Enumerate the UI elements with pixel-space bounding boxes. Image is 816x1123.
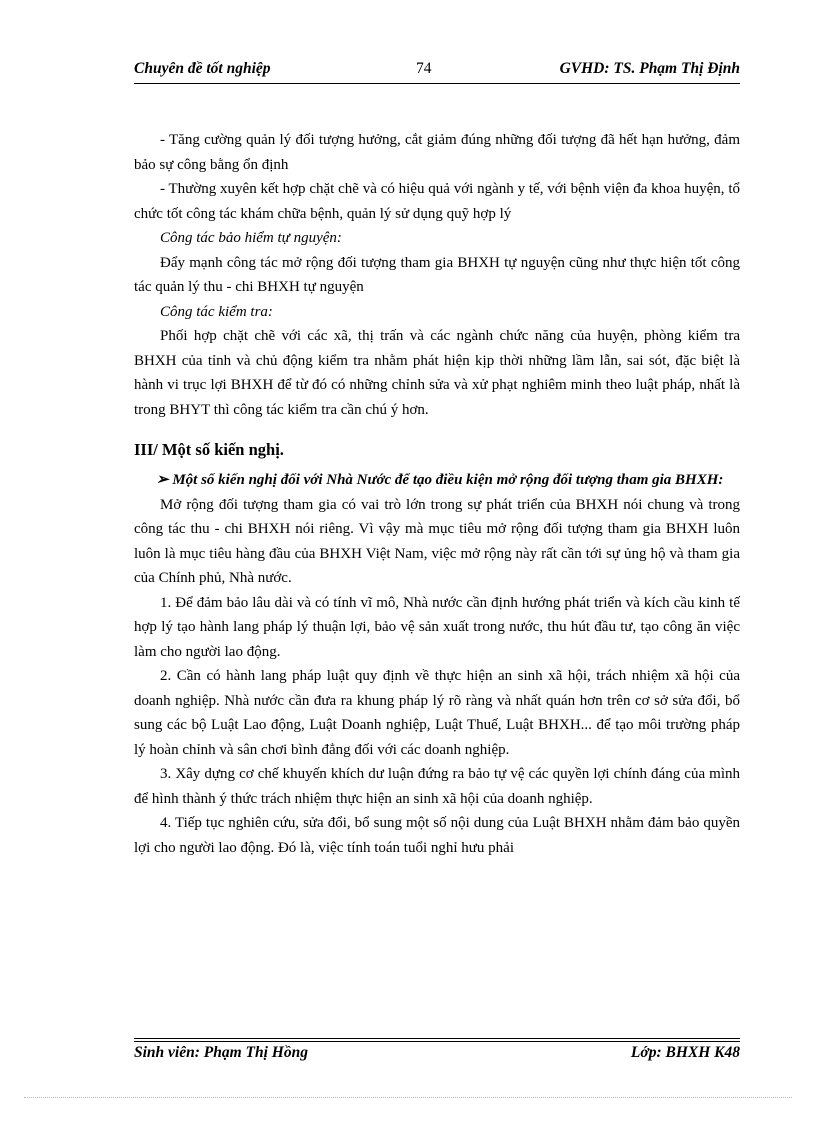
paragraph-inspection: Phối hợp chặt chẽ với các xã, thị trấn và các ngành chức năng của huyện, phòng kiểm tra BHXH của tỉnh và chủ động kiểm tra nhằm phát hiện kịp thời những lầm lẫn, sai sót, đặc biệt là hành vi trục lợi BHXH để từ đó có những chỉnh sửa và xử phạt nghiêm minh theo luật pháp, nhất là trong BHYT thì công tác kiểm tra cần chú ý hơn. (134, 328, 740, 418)
heading-inspection: Công tác kiểm tra: (160, 303, 273, 320)
header-supervisor: GVHD: TS. Phạm Thị Định (559, 60, 740, 77)
footer-rule-bottom (134, 1041, 740, 1042)
page-footer (134, 1044, 740, 1066)
footer-class: Lớp: BHXH K48 (630, 1044, 740, 1061)
paragraph-bullet-2: - Thường xuyên kết hợp chặt chẽ và có hiệu quả với ngành y tế, với bệnh viện đa khoa huyện, tổ chức tốt công tác khám chữa bệnh, quản lý sử dụng quỹ hợp lý (134, 181, 740, 222)
header-thesis-title: Chuyên đề tốt nghiệp (134, 60, 271, 77)
section-title: III/ Một số kiến nghị. (134, 440, 284, 459)
arrow-bullet-icon: ➢ (156, 472, 169, 488)
page-body (134, 128, 740, 860)
list-item-2: 2. Cần có hành lang pháp luật quy định về thực hiện an sinh xã hội, trách nhiệm xã hội của doanh nghiệp. Nhà nước cần đưa ra khung pháp lý rõ ràng và nhất quán hơn trên cơ sở sửa đổi, bổ sung các bộ Luật Lao động, Luật Doanh nghiệp, Luật Thuế, Luật BHXH... để tạo môi trường pháp lý hoàn chỉnh và sân chơi bình đẳng đối với các doanh nghiệp. (134, 668, 740, 758)
paragraph-voluntary: Đẩy mạnh công tác mở rộng đối tượng tham gia BHXH tự nguyện cũng như thực hiện tốt công tác quản lý thu - chi BHXH tự nguyện (134, 254, 740, 295)
page-number: 74 (416, 60, 432, 77)
sub-heading-text: Một số kiến nghị đối với Nhà Nước để tạo điều kiện mở rộng đối tượng tham gia BHXH: (172, 472, 724, 488)
heading-voluntary-insurance: Công tác bảo hiểm tự nguyện: (160, 230, 342, 246)
sub-heading (134, 468, 740, 493)
header-rule (134, 83, 740, 84)
list-item-1: 1. Để đảm bảo lâu dài và có tính vĩ mô, Nhà nước cần định hướng phát triển và kích cầu kinh tế hợp lý tạo hành lang pháp lý thuận lợi, bảo vệ sản xuất trong nước, thu hút đầu tư, tạo công ăn việc làm cho người lao động. (134, 594, 740, 660)
paragraph-bullet-1: - Tăng cường quản lý đối tượng hưởng, cắt giảm đúng những đối tượng đã hết hạn hưởng, đảm bảo sự công bằng ổn định (134, 132, 740, 173)
list-item-3: 3. Xây dựng cơ chế khuyến khích dư luận đứng ra bảo tự vệ các quyền lợi chính đáng của mình để hình thành ý thức trách nhiệm thực hiện an sinh xã hội của doanh nghiệp. (134, 766, 740, 807)
page-header (134, 60, 740, 82)
footer-student: Sinh viên: Phạm Thị Hồng (134, 1044, 308, 1061)
footer-rule-top (134, 1038, 740, 1039)
paragraph-intro: Mở rộng đối tượng tham gia có vai trò lớn trong sự phát triển của BHXH nói chung và trong công tác thu - chi BHXH nói riêng. Vì vậy mà mục tiêu mở rộng đối tượng tham gia BHXH luôn luôn là mục tiêu hàng đầu của BHXH Việt Nam, việc mở rộng này rất cần tới sự ủng hộ và tham gia của Chính phủ, Nhà nước. (134, 496, 740, 586)
list-item-4: 4. Tiếp tục nghiên cứu, sửa đổi, bổ sung một số nội dung của Luật BHXH nhằm đảm bảo quyền lợi cho người lao động. Đó là, việc tính toán tuổi nghỉ hưu phải (134, 815, 740, 856)
page-border-dotted (24, 1097, 792, 1098)
